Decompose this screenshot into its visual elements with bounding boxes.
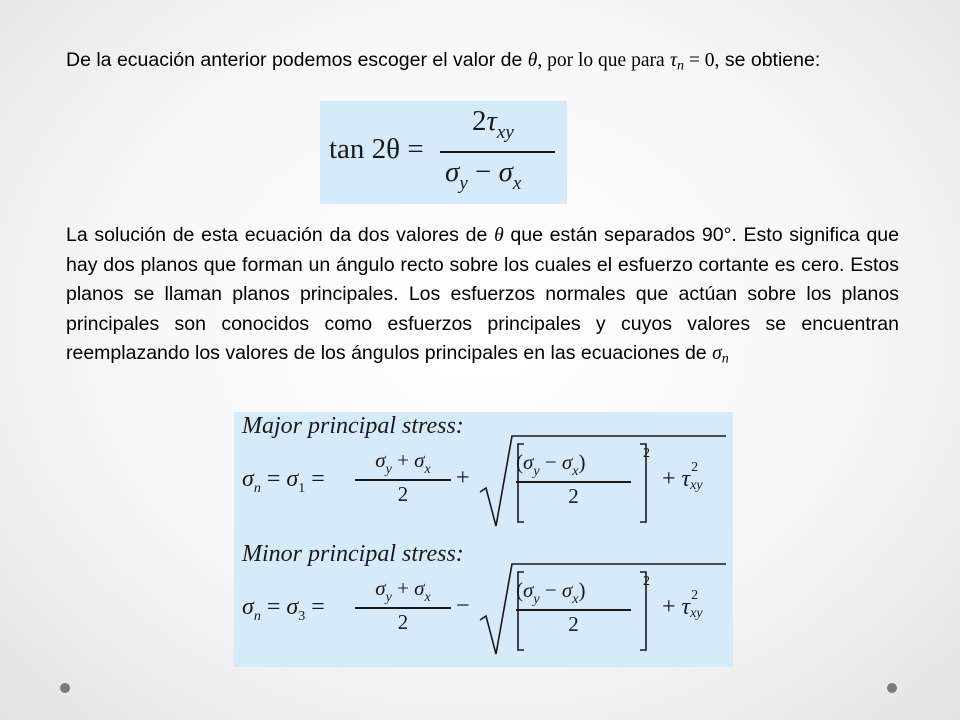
plus: + [662,466,676,492]
exp: 2 [643,574,650,590]
eq1-coef: 2 [472,105,487,137]
eq1-sigma-y: σ [445,156,460,188]
minor-fraction-bar [355,607,451,609]
sub-y: y [533,464,540,479]
sigma: σ [561,450,573,474]
tau: τ [681,594,691,620]
paragraph-principal-planes [66,221,899,369]
sigma: σ [375,448,386,472]
plus: + [662,594,676,620]
intro-comma-text: , por lo que para [537,50,665,71]
sub-x: x [424,462,431,477]
minor-tail [643,574,708,622]
eq1-minus: − [475,156,492,188]
eq-sign: = [266,594,281,620]
major-sqrt-numerator: $(\sigma_y - \sigma_x)$ [516,450,586,479]
intro-text: De la ecuación anterior podemos escoger el valor de [66,49,523,71]
sigma-subscript: n [721,350,729,367]
minor-sqrt-bar [516,609,631,611]
sigma: σ [414,576,425,600]
eq1-sub-x: x [512,173,522,194]
major-sqrt-bar [516,481,631,483]
major-fraction-denominator: 2 [397,482,409,506]
p2-text-1: La solución de esta ecuación da dos valores de [66,224,488,246]
minor-sqrt-numerator: $(\sigma_y - \sigma_x)$ [516,578,586,607]
equation-tan-2theta [320,101,567,204]
slide-dot-left [60,683,70,693]
obtain-text: se obtiene: [719,49,821,71]
eq1-denominator [445,156,522,194]
sub-x: x [572,592,579,607]
tau-sub: xy [690,606,703,622]
tau-sub: xy [690,478,703,494]
paragraph-intro [66,46,899,76]
sigma: σ [375,576,386,600]
sub-n: n [253,609,261,624]
sub-x: x [424,590,431,605]
eq-sign: = [311,594,325,620]
minor-minus: − [456,593,470,619]
sigma: σ [414,448,425,472]
major-sqrt-denominator: 2 [568,484,579,508]
sub-n: n [253,481,261,496]
bracket-exponent [642,574,656,620]
tau-sup-sub [690,588,708,622]
bracket-exponent [642,446,656,492]
sigma-symbol: σ [712,343,722,364]
slide-dot-right [887,683,897,693]
sub-y: y [533,592,540,607]
eq-sign: = [311,466,325,492]
sub-x: x [572,464,579,479]
eq-sign: = [266,466,281,492]
minor-fraction-denominator: 2 [397,610,409,634]
major-stress-heading: Major principal stress: [242,413,464,439]
eq1-tau: τ [486,105,497,137]
exp: 2 [691,588,699,604]
plus: + [397,576,409,600]
tau-sup-sub [690,460,708,494]
eq1-sigma-x: σ [498,156,513,188]
exp: 2 [691,460,699,476]
minor-stress-row [234,540,733,667]
minor-stress-heading: Minor principal stress: [242,541,464,567]
sigma-3: σ [286,594,299,620]
p2-text-2: que están separados 90°. Esto significa que hay dos planos que forman un ángulo recto sobre los cuales el esfuerzo cortante es cero. Estos planos se llaman planos principales. Los esfuerzos normales que actúan sobre los planos principales son conocidos como esfuerzos principales y cuyos valores se encuentran reemplazando los valores de los ángulos principales en las ecuaciones de [66,224,900,364]
tau: τ [681,466,691,492]
minor-fraction-numerator [357,576,449,605]
eq1-sub-y: y [459,173,468,194]
theta-symbol: θ [527,50,538,71]
sigma: σ [523,450,534,474]
major-plus: + [456,465,470,491]
minus: − [544,450,557,474]
equals-zero: = 0, [684,50,720,71]
major-fraction-bar [355,479,451,481]
major-lhs [242,466,325,496]
sigma: σ [523,578,534,602]
major-tail [643,446,708,494]
sub-3: 3 [298,609,306,624]
major-stress-row [234,412,733,539]
tau-subscript: n [677,57,685,74]
sigma: σ [561,578,573,602]
tau-symbol: τ [670,50,678,71]
sigma-1: σ [286,466,299,492]
eq1-tau-sub: xy [496,122,514,143]
sub-y: y [385,462,392,477]
major-fraction-numerator [357,448,449,477]
theta-symbol: θ [494,225,504,246]
sigma-n: σ [242,466,254,492]
sigma-n: σ [242,594,254,620]
plus: + [397,448,409,472]
equation-principal-stresses [234,412,733,667]
eq1-lhs: tan 2θ = [329,133,424,165]
eq1-numerator [472,105,514,143]
minor-sqrt-denominator: 2 [568,612,579,636]
minor-lhs [242,594,325,624]
sub-y: y [385,590,392,605]
sub-1: 1 [298,481,306,496]
minus: − [544,578,557,602]
eq1-fraction-bar [440,151,555,153]
exp: 2 [643,446,650,462]
